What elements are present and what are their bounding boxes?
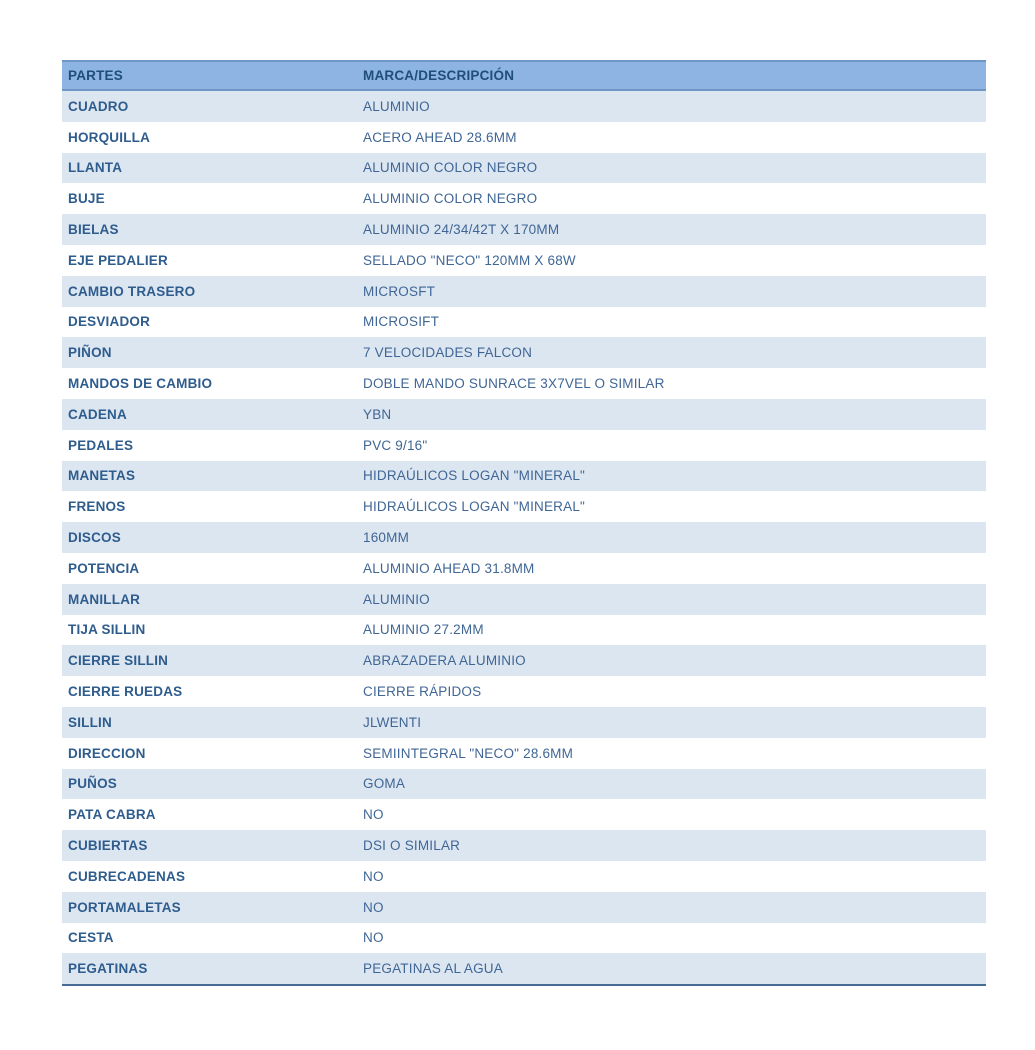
brand-description-cell: ALUMINIO 24/34/42T X 170MM xyxy=(357,214,986,245)
table-row xyxy=(62,892,986,923)
brand-description-cell: PEGATINAS AL AGUA xyxy=(357,953,986,985)
brand-description-cell: GOMA xyxy=(357,769,986,800)
part-name-cell: PEGATINAS xyxy=(62,953,357,985)
brand-description-cell: SEMIINTEGRAL "NECO" 28.6MM xyxy=(357,738,986,769)
table-row xyxy=(62,245,986,276)
table-row xyxy=(62,430,986,461)
table-row xyxy=(62,799,986,830)
brand-description-cell: YBN xyxy=(357,399,986,430)
table-row xyxy=(62,214,986,245)
table-row xyxy=(62,923,986,954)
part-name-cell: HORQUILLA xyxy=(62,122,357,153)
table-row xyxy=(62,738,986,769)
table-row xyxy=(62,491,986,522)
part-name-cell: CAMBIO TRASERO xyxy=(62,276,357,307)
brand-description-cell: ALUMINIO COLOR NEGRO xyxy=(357,183,986,214)
table-row xyxy=(62,276,986,307)
table-row xyxy=(62,769,986,800)
table-row xyxy=(62,90,986,122)
brand-description-cell: NO xyxy=(357,923,986,954)
table-row xyxy=(62,399,986,430)
brand-description-cell: NO xyxy=(357,861,986,892)
column-header-marca-descripcion: MARCA/DESCRIPCIÓN xyxy=(357,61,986,90)
table-row xyxy=(62,307,986,338)
part-name-cell: CADENA xyxy=(62,399,357,430)
brand-description-cell: ALUMINIO AHEAD 31.8MM xyxy=(357,553,986,584)
brand-description-cell: NO xyxy=(357,892,986,923)
part-name-cell: BUJE xyxy=(62,183,357,214)
table-body xyxy=(62,90,986,985)
brand-description-cell: ABRAZADERA ALUMINIO xyxy=(357,645,986,676)
table-row xyxy=(62,861,986,892)
brand-description-cell: MICROSIFT xyxy=(357,307,986,338)
part-name-cell: BIELAS xyxy=(62,214,357,245)
table-row xyxy=(62,553,986,584)
part-name-cell: MANDOS DE CAMBIO xyxy=(62,368,357,399)
part-name-cell: CUBRECADENAS xyxy=(62,861,357,892)
table-row xyxy=(62,707,986,738)
brand-description-cell: SELLADO "NECO" 120MM X 68W xyxy=(357,245,986,276)
part-name-cell: MANETAS xyxy=(62,461,357,492)
brand-description-cell: ALUMINIO xyxy=(357,90,986,122)
part-name-cell: CUADRO xyxy=(62,90,357,122)
table-header-row xyxy=(62,61,986,90)
part-name-cell: PEDALES xyxy=(62,430,357,461)
table-row xyxy=(62,153,986,184)
part-name-cell: POTENCIA xyxy=(62,553,357,584)
part-name-cell: CIERRE SILLIN xyxy=(62,645,357,676)
table-row xyxy=(62,337,986,368)
brand-description-cell: 160MM xyxy=(357,522,986,553)
brand-description-cell: NO xyxy=(357,799,986,830)
table-row xyxy=(62,645,986,676)
brand-description-cell: PVC 9/16" xyxy=(357,430,986,461)
part-name-cell: PIÑON xyxy=(62,337,357,368)
table-header xyxy=(62,61,986,90)
parts-spec-table xyxy=(62,60,986,986)
brand-description-cell: HIDRAÚLICOS LOGAN "MINERAL" xyxy=(357,461,986,492)
part-name-cell: CESTA xyxy=(62,923,357,954)
brand-description-cell: MICROSFT xyxy=(357,276,986,307)
part-name-cell: PATA CABRA xyxy=(62,799,357,830)
part-name-cell: PUÑOS xyxy=(62,769,357,800)
brand-description-cell: DOBLE MANDO SUNRACE 3X7VEL O SIMILAR xyxy=(357,368,986,399)
table-row xyxy=(62,368,986,399)
part-name-cell: LLANTA xyxy=(62,153,357,184)
part-name-cell: TIJA SILLIN xyxy=(62,615,357,646)
part-name-cell: PORTAMALETAS xyxy=(62,892,357,923)
part-name-cell: MANILLAR xyxy=(62,584,357,615)
brand-description-cell: 7 VELOCIDADES FALCON xyxy=(357,337,986,368)
part-name-cell: DESVIADOR xyxy=(62,307,357,338)
table-row xyxy=(62,122,986,153)
part-name-cell: EJE PEDALIER xyxy=(62,245,357,276)
brand-description-cell: ALUMINIO 27.2MM xyxy=(357,615,986,646)
part-name-cell: FRENOS xyxy=(62,491,357,522)
brand-description-cell: HIDRAÚLICOS LOGAN "MINERAL" xyxy=(357,491,986,522)
table-row xyxy=(62,461,986,492)
brand-description-cell: CIERRE RÁPIDOS xyxy=(357,676,986,707)
table-row xyxy=(62,676,986,707)
table-row xyxy=(62,830,986,861)
column-header-partes: PARTES xyxy=(62,61,357,90)
table-row xyxy=(62,615,986,646)
part-name-cell: DISCOS xyxy=(62,522,357,553)
table-row xyxy=(62,522,986,553)
table-row xyxy=(62,183,986,214)
brand-description-cell: DSI O SIMILAR xyxy=(357,830,986,861)
brand-description-cell: ACERO AHEAD 28.6MM xyxy=(357,122,986,153)
part-name-cell: SILLIN xyxy=(62,707,357,738)
brand-description-cell: ALUMINIO xyxy=(357,584,986,615)
brand-description-cell: ALUMINIO COLOR NEGRO xyxy=(357,153,986,184)
table-row xyxy=(62,953,986,985)
part-name-cell: DIRECCION xyxy=(62,738,357,769)
part-name-cell: CUBIERTAS xyxy=(62,830,357,861)
table-row xyxy=(62,584,986,615)
brand-description-cell: JLWENTI xyxy=(357,707,986,738)
part-name-cell: CIERRE RUEDAS xyxy=(62,676,357,707)
